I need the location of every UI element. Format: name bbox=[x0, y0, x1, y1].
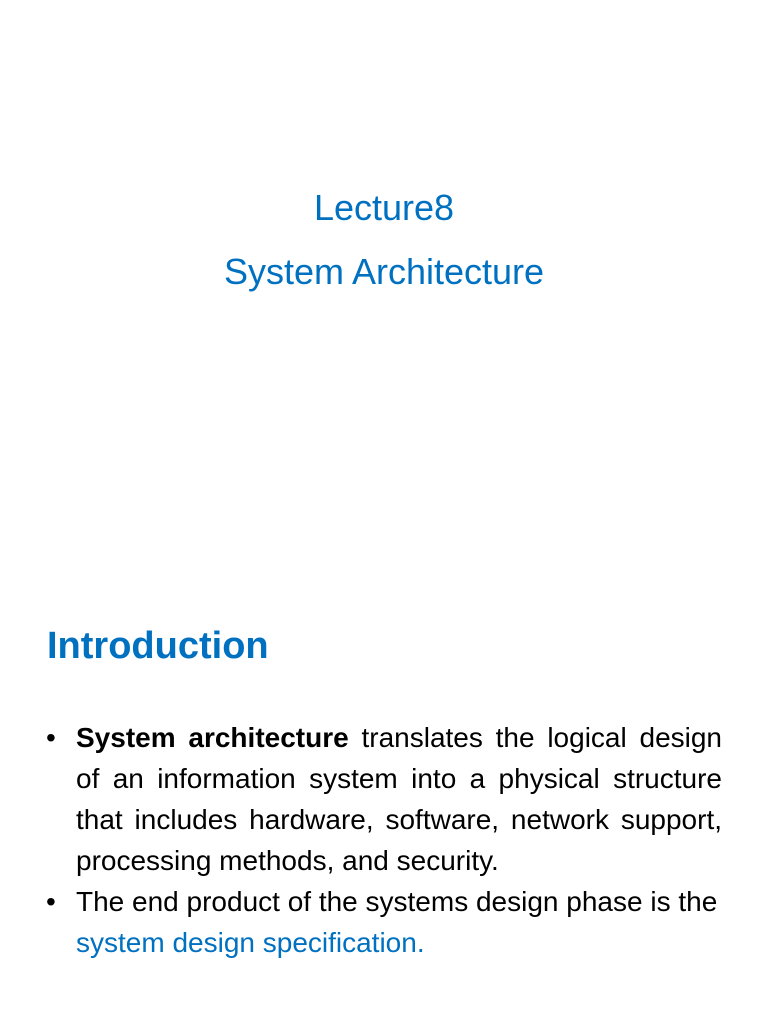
bullet-list bbox=[46, 717, 722, 963]
bullet-text: The end product of the systems design phase is the bbox=[76, 886, 718, 917]
slide-heading: Introduction bbox=[47, 625, 269, 667]
bullet-icon: • bbox=[46, 886, 56, 917]
lecture-number: Lecture8 bbox=[313, 187, 455, 228]
introduction-slide bbox=[0, 512, 768, 1024]
bullet-text: translates the logical design of an information system into a physical structure that includes hardware, software, network support, processing methods, and security. bbox=[76, 722, 723, 876]
highlighted-term: system design specification. bbox=[76, 927, 425, 958]
slide-title bbox=[0, 176, 768, 304]
bullet-icon: • bbox=[46, 722, 56, 753]
bullet-item bbox=[46, 717, 722, 881]
bullet-item bbox=[46, 881, 722, 963]
lecture-topic: System Architecture bbox=[223, 251, 545, 292]
bold-term: System architecture bbox=[76, 722, 349, 753]
